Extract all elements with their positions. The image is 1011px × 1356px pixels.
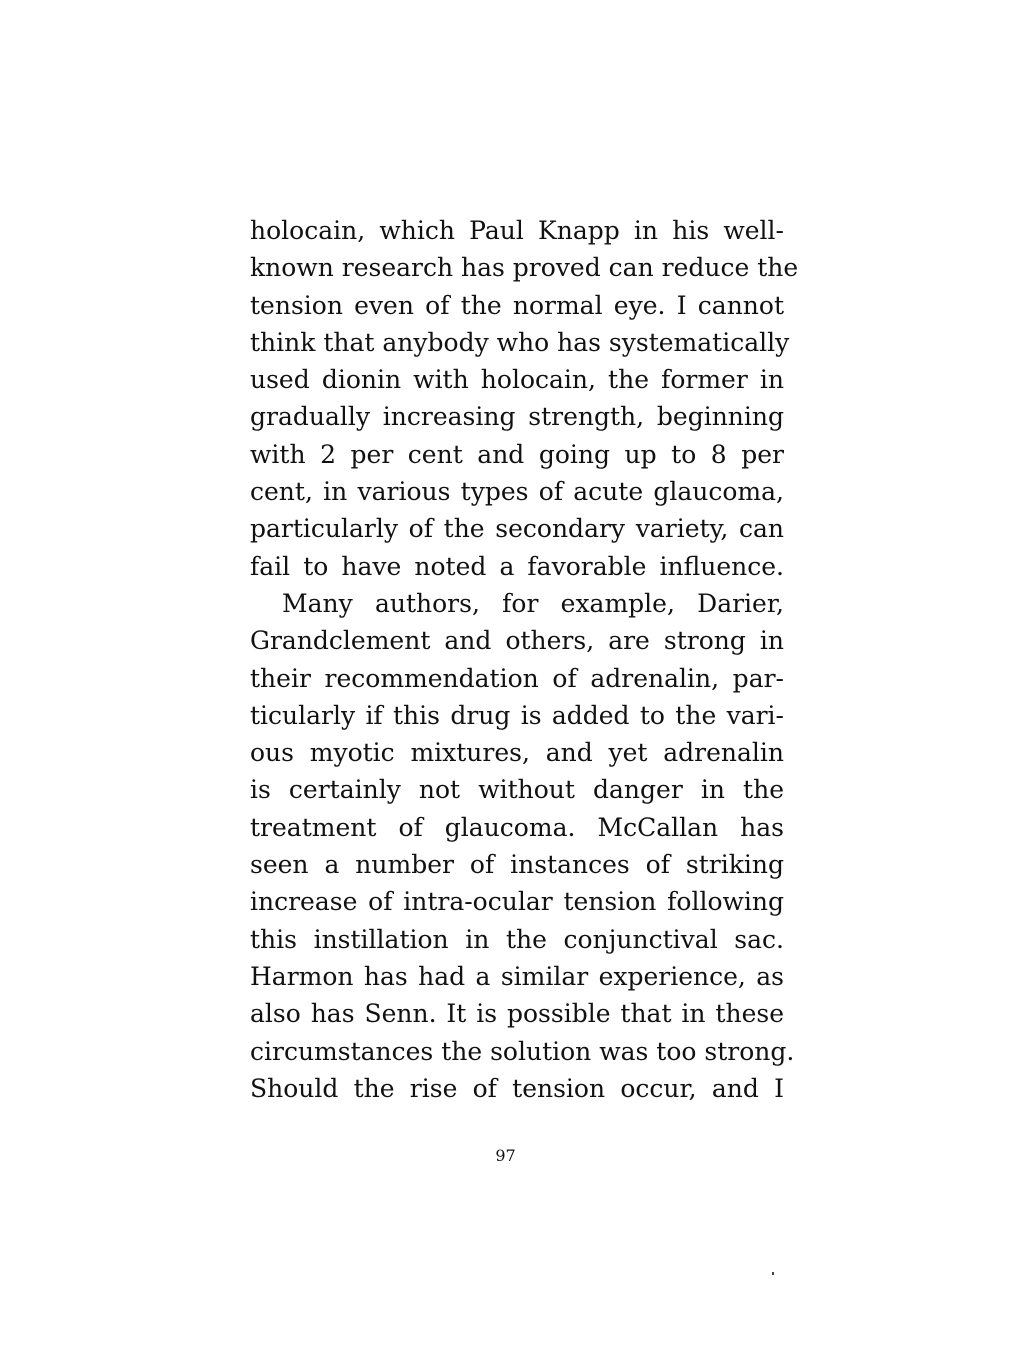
text-line: think that anybody who has systematically bbox=[250, 327, 790, 357]
paragraph-1 bbox=[250, 212, 799, 585]
text-line: Harmon has had a similar experience, as bbox=[250, 961, 784, 991]
text-line: increase of intra-ocular tension following bbox=[250, 887, 784, 917]
text-line: gradually increasing strength, beginning bbox=[250, 402, 784, 432]
text-line: Many authors, for example, Darier, bbox=[282, 588, 784, 618]
text-line: also has Senn. It is possible that in these bbox=[250, 999, 784, 1029]
page-number: 97 bbox=[495, 1146, 516, 1165]
text-line: is certainly not without danger in the bbox=[250, 775, 784, 805]
body-text bbox=[250, 212, 799, 1107]
text-line: tension even of the normal eye. I cannot bbox=[250, 290, 784, 320]
text-line: used dionin with holocain, the former in bbox=[250, 365, 784, 395]
text-line: cent, in various types of acute glaucoma, bbox=[250, 477, 784, 507]
text-line: their recommendation of adrenalin, par- bbox=[250, 663, 784, 693]
text-line: known research has proved can reduce the bbox=[250, 253, 799, 283]
text-line: this instillation in the conjunctival sac. bbox=[250, 924, 784, 954]
text-line: seen a number of instances of striking bbox=[250, 850, 784, 880]
text-line: fail to have noted a favorable influence. bbox=[250, 551, 784, 581]
text-line: ous myotic mixtures, and yet adrenalin bbox=[250, 738, 784, 768]
text-line: particularly of the secondary variety, can bbox=[250, 514, 784, 544]
scan-speck bbox=[772, 1272, 774, 1275]
text-line: treatment of glaucoma. McCallan has bbox=[250, 812, 784, 842]
paragraph-2 bbox=[250, 585, 795, 1107]
text-line: holocain, which Paul Knapp in his well- bbox=[250, 216, 784, 245]
text-line: ticularly if this drug is added to the vari- bbox=[250, 700, 784, 730]
text-line: Should the rise of tension occur, and I bbox=[250, 1073, 784, 1103]
text-line: circumstances the solution was too strong. bbox=[250, 1036, 795, 1066]
text-line: with 2 per cent and going up to 8 per bbox=[250, 439, 784, 469]
text-line: Grandclement and others, are strong in bbox=[250, 626, 784, 656]
